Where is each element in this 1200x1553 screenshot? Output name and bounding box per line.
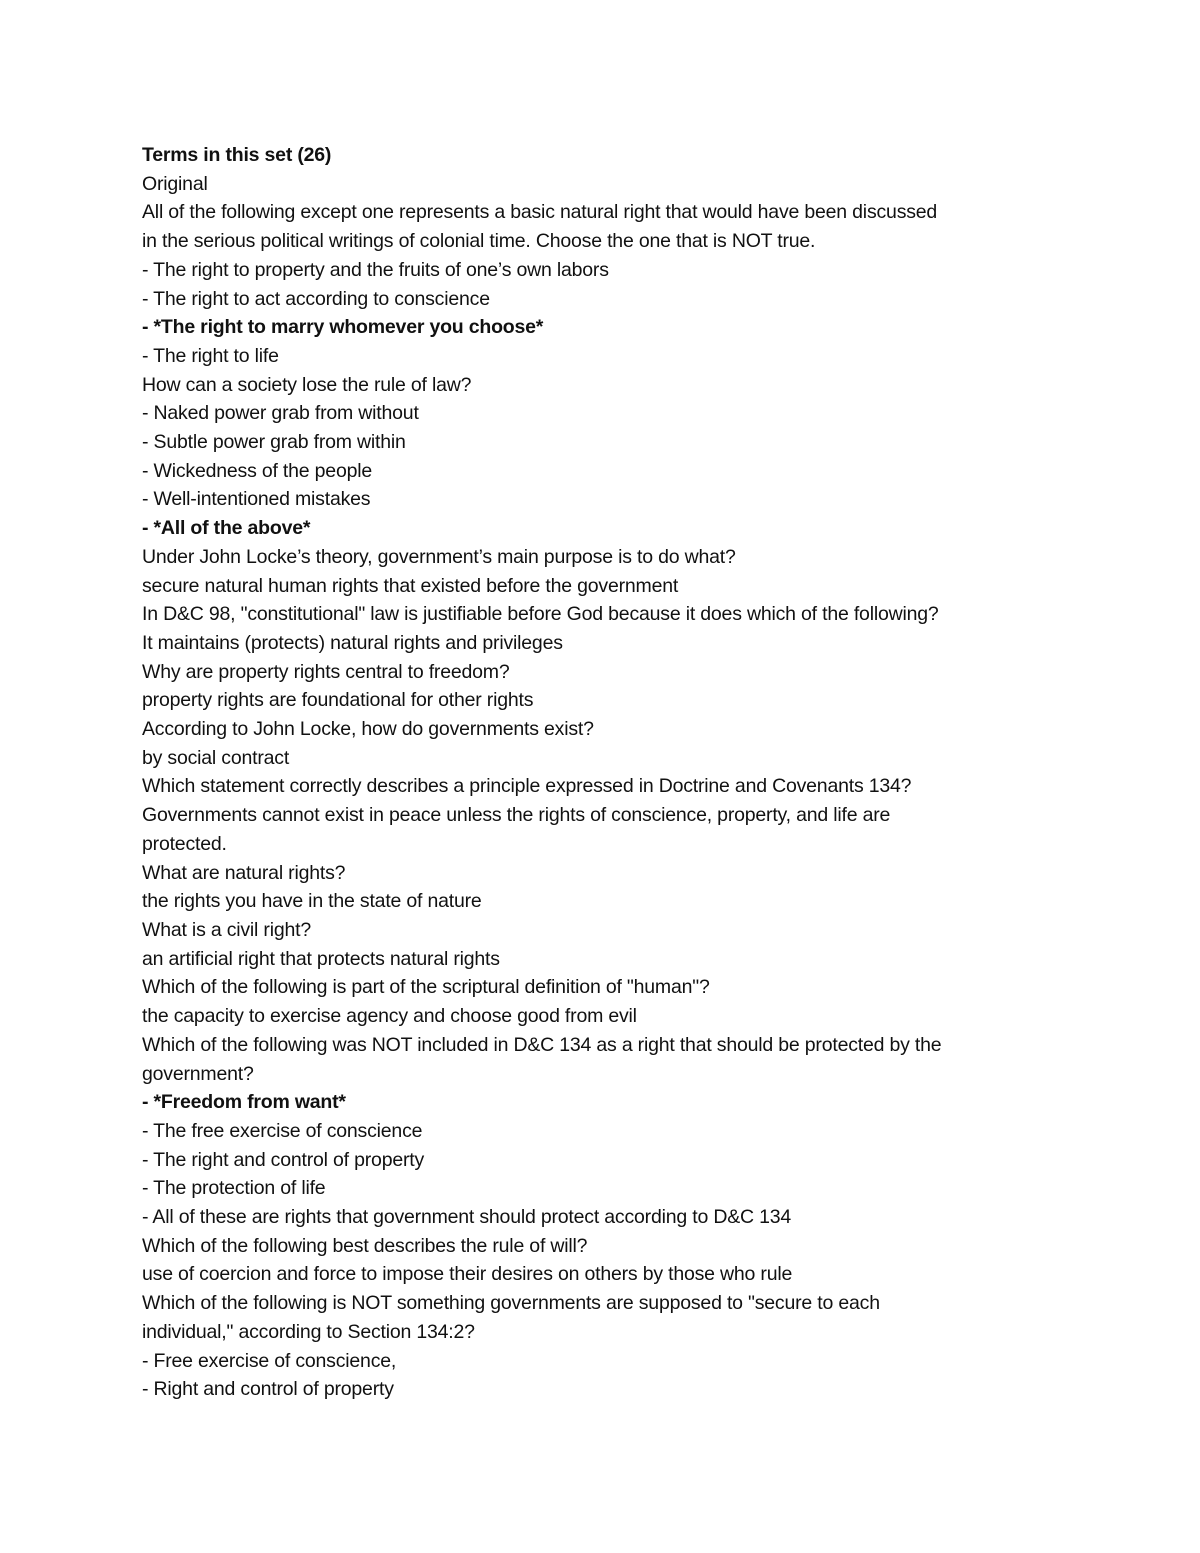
correct-answer-line: - *All of the above* — [142, 517, 311, 540]
text-line: property rights are foundational for other rights — [142, 689, 534, 712]
text-line: - The right to act according to conscience — [142, 287, 490, 310]
text-line: the capacity to exercise agency and choose good from evil — [142, 1005, 637, 1028]
text-line: by social contract — [142, 746, 290, 769]
text-line: - The free exercise of conscience — [142, 1119, 423, 1142]
text-line: Under John Locke’s theory, government’s main purpose is to do what? — [142, 545, 736, 568]
text-line: individual," according to Section 134:2? — [142, 1320, 475, 1343]
text-line: use of coercion and force to impose their desires on others by those who rule — [142, 1263, 793, 1286]
text-line: Which of the following is part of the scriptural definition of "human"? — [142, 976, 710, 999]
text-line: Why are property rights central to freedom? — [142, 660, 510, 683]
text-line: - Free exercise of conscience, — [142, 1349, 397, 1372]
text-line: It maintains (protects) natural rights and privileges — [142, 631, 563, 654]
text-line: an artificial right that protects natural rights — [142, 947, 500, 970]
text-line: - The protection of life — [142, 1177, 326, 1200]
text-line: - The right to property and the fruits of one’s own labors — [142, 258, 609, 281]
text-line: - Naked power grab from without — [142, 402, 419, 425]
text-line: How can a society lose the rule of law? — [142, 373, 472, 396]
text-line: the rights you have in the state of nature — [142, 890, 482, 913]
text-line: - All of these are rights that government should protect according to D&C 134 — [142, 1206, 792, 1229]
set-heading: Terms in this set (26) — [142, 144, 332, 166]
text-line: According to John Locke, how do governments exist? — [142, 718, 594, 741]
text-line: - The right to life — [142, 344, 279, 367]
text-line: - Subtle power grab from within — [142, 431, 406, 454]
text-line: - Well-intentioned mistakes — [142, 488, 371, 511]
text-line: Original — [142, 172, 208, 195]
document-body — [142, 141, 1102, 1404]
text-line: What are natural rights? — [142, 861, 346, 884]
text-line: - Wickedness of the people — [142, 459, 373, 482]
text-line: Which statement correctly describes a principle expressed in Doctrine and Covenants 134? — [142, 775, 912, 798]
text-line: protected. — [142, 832, 227, 855]
correct-answer-line: - *The right to marry whomever you choose* — [142, 316, 544, 339]
text-line: In D&C 98, "constitutional" law is justifiable before God because it does which of the following? — [142, 603, 939, 626]
text-line: secure natural human rights that existed before the government — [142, 574, 679, 597]
text-line: Governments cannot exist in peace unless the rights of conscience, property, and life are — [142, 804, 891, 827]
text-line: All of the following except one represents a basic natural right that would have been discussed — [142, 201, 938, 224]
text-line: Which of the following is NOT something governments are supposed to "secure to each — [142, 1292, 880, 1315]
text-line: - The right and control of property — [142, 1148, 425, 1171]
correct-answer-line: - *Freedom from want* — [142, 1091, 346, 1114]
text-line: in the serious political writings of colonial time. Choose the one that is NOT true. — [142, 230, 816, 253]
text-line: What is a civil right? — [142, 918, 311, 941]
text-line: government? — [142, 1062, 254, 1085]
text-line: Which of the following best describes the rule of will? — [142, 1234, 588, 1257]
text-line: - Right and control of property — [142, 1378, 394, 1401]
text-line: Which of the following was NOT included in D&C 134 as a right that should be protected by the — [142, 1033, 942, 1056]
